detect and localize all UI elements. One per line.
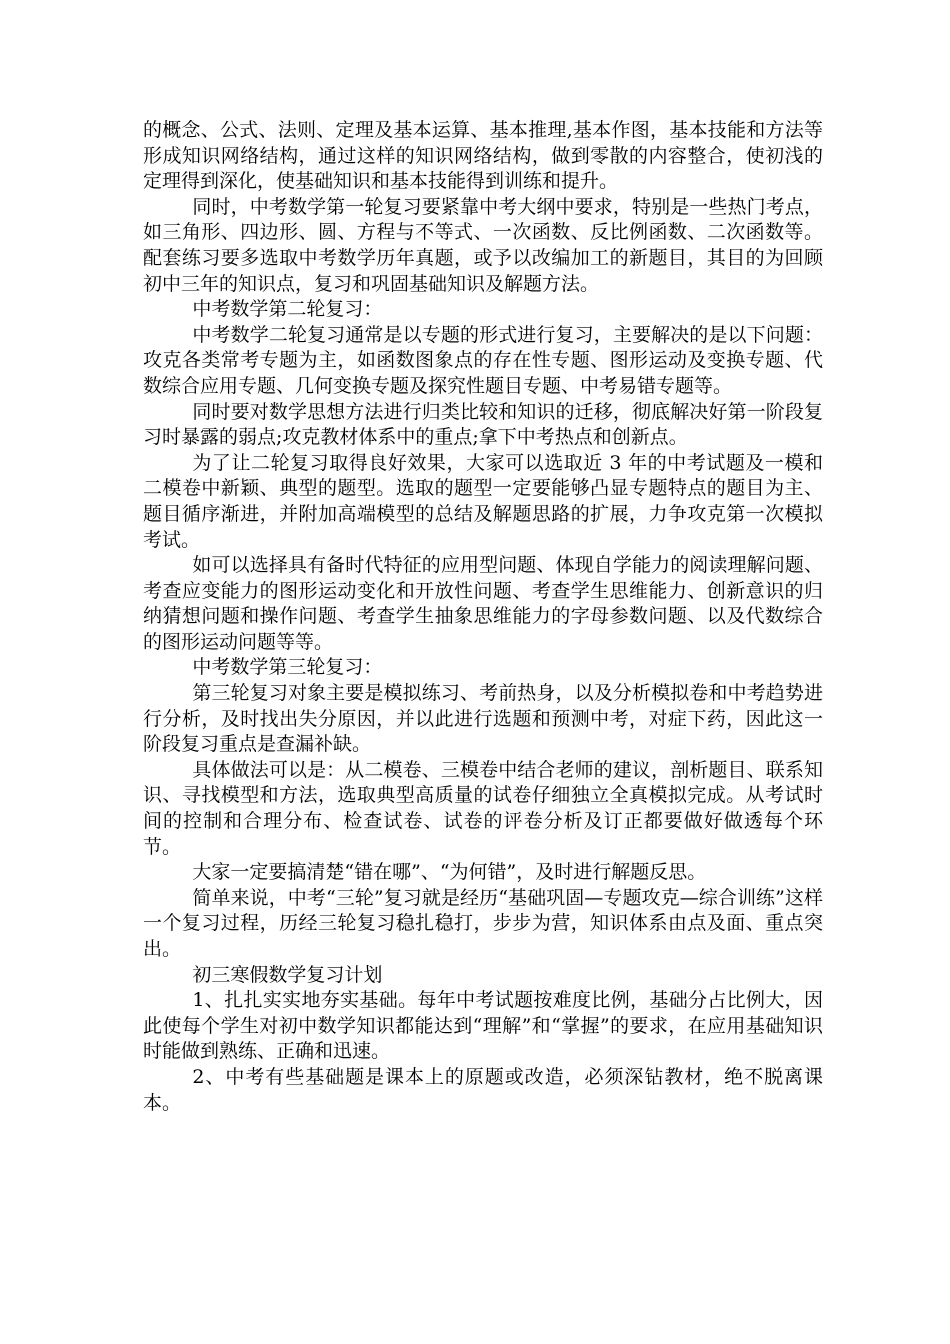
- heading-third-round: 中考数学第三轮复习：: [192, 656, 383, 679]
- paragraph-second-round-topics: 中考数学二轮复习通常是以专题的形式进行复习，主要解决的是以下问题：攻克各类常考专题为主，如函数图象点的存在性专题、图形运动及变换专题、代数综合应用专题、几何变换专题及探究性题目专题、中考易错专题等。: [143, 323, 823, 397]
- paragraph-third-round-goals: 第三轮复习对象主要是模拟练习、考前热身，以及分析模拟卷和中考趋势进行分析，及时找出失分原因，并以此进行选题和预测中考，对症下药，因此这一阶段复习重点是查漏补缺。: [143, 682, 823, 756]
- paragraph-second-round-selection: 为了让二轮复习取得良好效果，大家可以选取近 3 年的中考试题及一模和二模卷中新颖、典型的题型。选取的题型一定要能够凸显专题特点的题目为主、题目循序渐进，并附加高端模型的总结及解题思路的扩展，力争攻克第一次模拟考试。: [143, 451, 823, 551]
- paragraph-second-round-methods: 同时要对数学思想方法进行归类比较和知识的迁移，彻底解决好第一阶段复习时暴露的弱点;攻克教材体系中的重点;拿下中考热点和创新点。: [143, 400, 823, 449]
- paragraph-error-reflection: 大家一定要搞清楚“错在哪”、“为何错”，及时进行解题反思。: [192, 861, 707, 884]
- paragraph-third-round-methods: 具体做法可以是：从二模卷、三模卷中结合老师的建议，剖析题目、联系知识、寻找模型和方法，选取典型高质量的试卷仔细独立全真模拟完成。从考试时间的控制和合理分布、检查试卷、试卷的评卷分析及订正都要做好做透每个环节。: [143, 758, 823, 858]
- list-item-plan-1: 1、扎扎实实地夯实基础。每年中考试题按难度比例，基础分占比例大，因此使每个学生对初中数学知识都能达到“理解”和“掌握”的要求，在应用基础知识时能做到熟练、正确和迅速。: [143, 989, 823, 1063]
- list-item-plan-2: 2、中考有些基础题是课本上的原题或改造，必须深钻教材，绝不脱离课本。: [143, 1065, 823, 1114]
- paragraph-second-round-examples: 如可以选择具有备时代特征的应用型问题、体现自学能力的阅读理解问题、考查应变能力的图形运动变化和开放性问题、考查学生思维能力、创新意识的归纳猜想问题和操作问题、考查学生抽象思维能力的字母参数问题、以及代数综合的图形运动问题等等。: [143, 554, 823, 653]
- document-body: [143, 118, 823, 1116]
- paragraph-summary: 简单来说，中考“三轮”复习就是经历“基础巩固—专题攻克—综合训练”这样一个复习过程，历经三轮复习稳扎稳打，步步为营，知识体系由点及面、重点突出。: [143, 886, 823, 960]
- heading-winter-plan: 初三寒假数学复习计划: [192, 963, 383, 986]
- paragraph-first-round-focus: 同时，中考数学第一轮复习要紧靠中考大纲中要求，特别是一些热门考点，如三角形、四边形、圆、方程与不等式、一次函数、反比例函数、二次函数等。配套练习要多选取中考数学历年真题，或予以改编加工的新题目，其目的为回顾初中三年的知识点，复习和巩固基础知识及解题方法。: [143, 195, 823, 295]
- paragraph-continuation: 的概念、公式、法则、定理及基本运算、基本推理,基本作图，基本技能和方法等形成知识网络结构，通过这样的知识网络结构，做到零散的内容整合，使初浅的定理得到深化，使基础知识和基本技能得到训练和提升。: [143, 119, 823, 193]
- heading-second-round: 中考数学第二轮复习：: [192, 298, 383, 321]
